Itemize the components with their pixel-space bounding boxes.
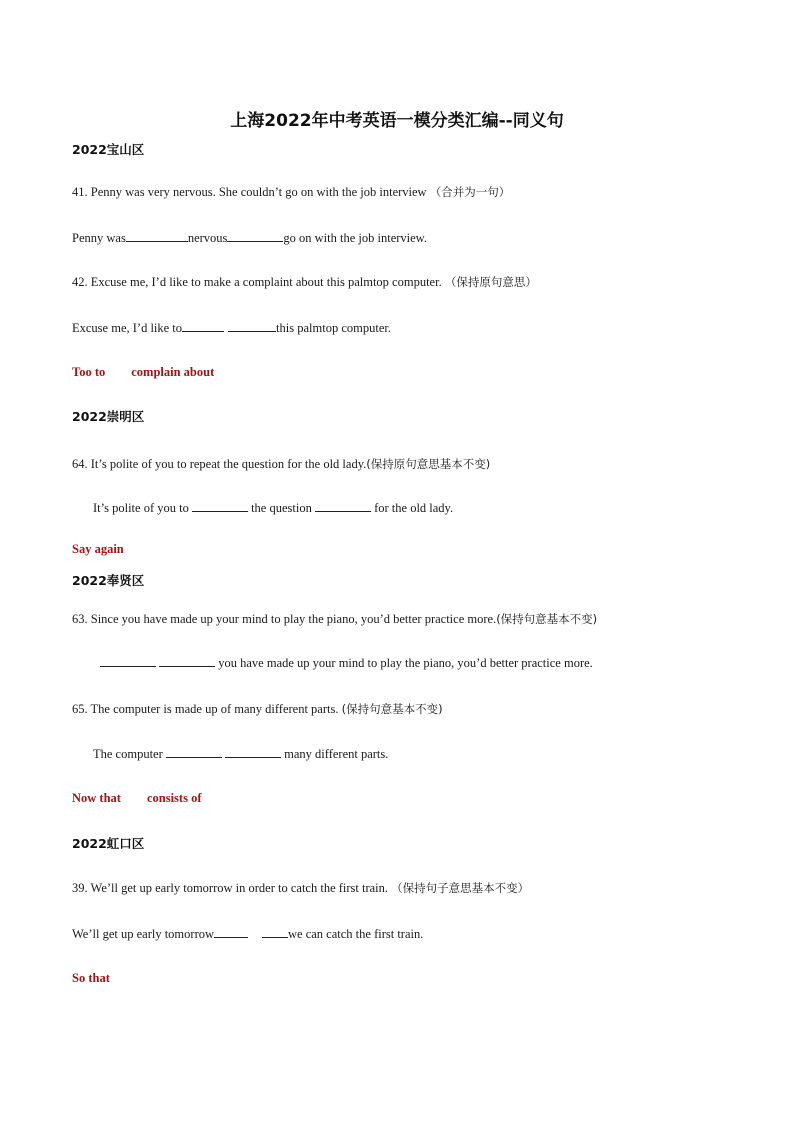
answer-chongming: Say again — [72, 542, 124, 556]
answer-42: complain about — [131, 365, 215, 379]
question-39-fill-line — [72, 925, 423, 942]
question-42 — [72, 274, 537, 290]
question-64-fill-line — [93, 499, 453, 516]
fill-39-part-b: we can catch the first train. — [288, 927, 424, 941]
fill-39-part-a: We’ll get up early tomorrow — [72, 927, 215, 941]
question-42-fill-line — [72, 319, 391, 336]
answer-65: consists of — [146, 791, 202, 805]
answer-baoshan — [72, 364, 214, 380]
answer-blank[interactable] — [192, 499, 248, 512]
question-39-text: 39. We’ll get up early tomorrow in order to catch the first train. — [72, 881, 389, 895]
answer-blank[interactable] — [100, 654, 156, 667]
question-42-text: 42. Excuse me, I’d like to make a complaint about this palmtop computer. — [72, 275, 442, 289]
answer-blank[interactable] — [228, 319, 276, 332]
answer-hongkou: So that — [72, 971, 110, 985]
answer-blank[interactable] — [227, 229, 283, 242]
answer-fengxian — [72, 790, 202, 806]
answer-blank[interactable] — [262, 925, 288, 938]
answer-blank[interactable] — [182, 319, 224, 332]
question-39 — [72, 880, 529, 896]
document-title: 上海2022年中考英语一模分类汇编--同义句 — [230, 111, 564, 131]
question-41-instruction: （合并为一句） — [429, 185, 511, 199]
question-41 — [72, 184, 510, 200]
question-64-instruction: (保持原句意思基本不变) — [366, 457, 491, 471]
fill-42-part-a: Excuse me, I’d like to — [72, 321, 183, 335]
question-65-instruction: (保持句意基本不变) — [341, 702, 443, 716]
answer-blank[interactable] — [214, 925, 248, 938]
answer-blank[interactable] — [126, 229, 188, 242]
fill-64-part-a: It’s polite of you to — [93, 501, 189, 515]
question-63-instruction: (保持句意基本不变) — [496, 612, 598, 626]
question-39-instruction: （保持句子意思基本不变） — [391, 881, 530, 895]
fill-65-part-b: many different parts. — [284, 747, 389, 761]
fill-63-part-a: you have made up your mind to play the piano, you’d better practice more. — [218, 656, 593, 670]
question-42-instruction: （保持原句意思） — [444, 275, 537, 289]
question-64 — [72, 456, 490, 472]
fill-41-part-c: go on with the job interview. — [283, 231, 428, 245]
fill-41-part-a: Penny was — [72, 231, 126, 245]
question-65-text: 65. The computer is made up of many different parts. — [72, 702, 339, 716]
fill-41-part-b: nervous — [187, 231, 228, 245]
fill-64-part-c: for the old lady. — [374, 501, 454, 515]
question-41-fill-line — [72, 229, 427, 246]
question-65-fill-line — [93, 745, 388, 762]
answer-blank[interactable] — [166, 745, 222, 758]
answer-blank[interactable] — [315, 499, 371, 512]
district-heading-chongming: 2022崇明区 — [72, 409, 145, 424]
district-heading-baoshan: 2022宝山区 — [72, 142, 145, 157]
answer-63: Now that — [72, 791, 121, 805]
fill-64-part-b: the question — [251, 501, 312, 515]
question-65 — [72, 701, 443, 717]
question-64-text: 64. It’s polite of you to repeat the question for the old lady. — [72, 457, 367, 471]
district-heading-fengxian: 2022奉贤区 — [72, 573, 145, 588]
answer-blank[interactable] — [159, 654, 215, 667]
fill-42-part-b: this palmtop computer. — [276, 321, 391, 335]
answer-41: Too to — [72, 365, 106, 379]
district-heading-hongkou: 2022虹口区 — [72, 836, 145, 851]
question-63-fill-line — [100, 654, 593, 671]
fill-65-part-a: The computer — [93, 747, 163, 761]
question-63-text: 63. Since you have made up your mind to play the piano, you’d better practice more. — [72, 612, 497, 626]
answer-blank[interactable] — [225, 745, 281, 758]
question-41-text: 41. Penny was very nervous. She couldn’t go on with the job interview — [72, 185, 427, 199]
question-63 — [72, 611, 597, 627]
